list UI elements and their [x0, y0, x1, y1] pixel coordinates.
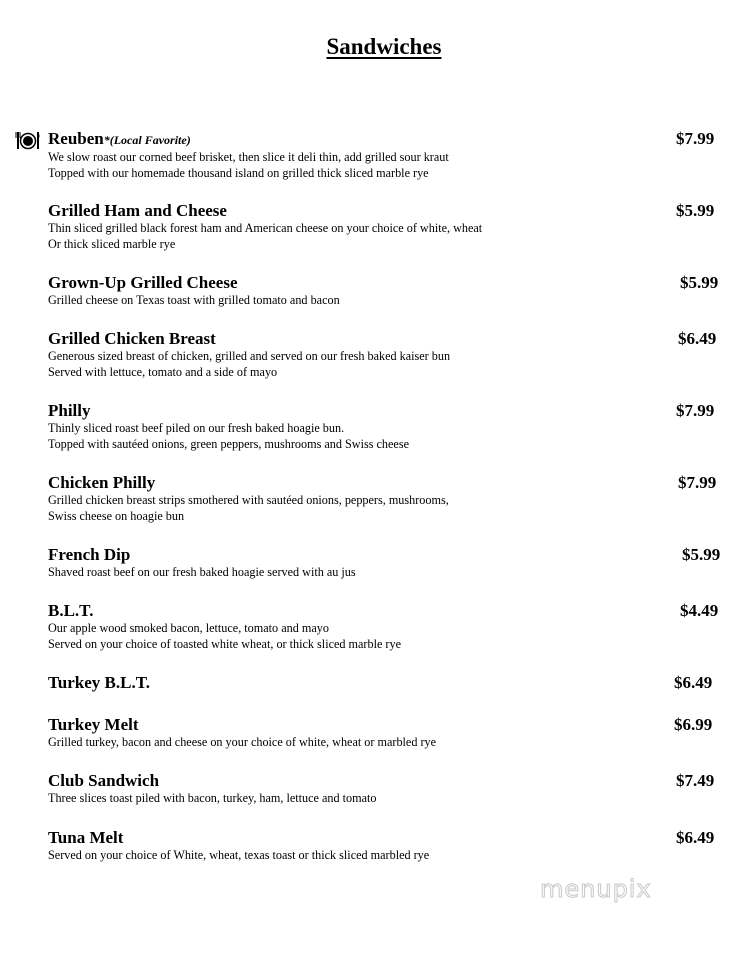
menu-item: [48, 673, 748, 693]
menu-item: [48, 715, 748, 751]
item-price: $5.99: [680, 273, 719, 292]
item-description: Grilled chicken breast strips smothered with sautéed onions, peppers, mushrooms,: [48, 493, 449, 507]
menu-item: [48, 401, 748, 452]
item-description: Grilled cheese on Texas toast with grilled tomato and bacon: [48, 293, 340, 307]
item-name: French Dip: [48, 545, 131, 564]
item-name: Philly: [48, 401, 91, 420]
item-name: Tuna Melt: [48, 828, 124, 847]
item-price: $6.49: [676, 828, 715, 847]
menu-item: [48, 601, 748, 652]
menupix-watermark: menupix: [540, 875, 652, 903]
menu-item: [48, 329, 748, 380]
item-name: Grown-Up Grilled Cheese: [48, 273, 238, 292]
page-title: Sandwiches: [326, 34, 442, 59]
plate-fork-knife-icon: [14, 129, 42, 151]
item-description: Served on your choice of White, wheat, texas toast or thick sliced marbled rye: [48, 848, 430, 862]
item-name: Club Sandwich: [48, 771, 160, 790]
item-price: $7.99: [676, 401, 715, 420]
item-name: B.L.T.: [48, 601, 94, 620]
item-price: $5.99: [676, 201, 715, 220]
item-price: $7.49: [676, 771, 715, 790]
item-description: Topped with sautéed onions, green peppers, mushrooms and Swiss cheese: [48, 436, 409, 451]
item-price: $6.99: [674, 715, 713, 734]
item-price: $7.99: [678, 473, 717, 492]
item-description: Thin sliced grilled black forest ham and American cheese on your choice of white, wheat: [48, 221, 483, 235]
item-name: Reuben: [48, 129, 104, 148]
item-description: Grilled turkey, bacon and cheese on your choice of white, wheat or marbled rye: [48, 735, 437, 749]
menu-item: [48, 273, 748, 309]
item-description: Swiss cheese on hoagie bun: [48, 508, 185, 523]
item-name: Chicken Philly: [48, 473, 156, 492]
menu-item: [48, 473, 748, 524]
menu-item: [48, 545, 748, 581]
item-description: Three slices toast piled with bacon, turkey, ham, lettuce and tomato: [48, 791, 377, 805]
item-description: Our apple wood smoked bacon, lettuce, tomato and mayo: [48, 621, 329, 635]
item-price: $4.49: [680, 601, 719, 620]
item-price: $5.99: [682, 545, 721, 564]
item-price: $6.49: [674, 673, 713, 692]
item-name: Grilled Ham and Cheese: [48, 201, 227, 220]
menu-item: [48, 201, 748, 252]
menu-item: [48, 129, 748, 181]
item-description: Served on your choice of toasted white wheat, or thick sliced marble rye: [48, 636, 401, 651]
item-description: Or thick sliced marble rye: [48, 236, 176, 251]
item-name: Turkey B.L.T.: [48, 673, 151, 692]
item-name: Grilled Chicken Breast: [48, 329, 216, 348]
item-description: Topped with our homemade thousand island on grilled thick sliced marble rye: [48, 165, 429, 180]
item-description: Generous sized breast of chicken, grilled and served on our fresh baked kaiser bun: [48, 349, 451, 363]
item-description: We slow roast our corned beef brisket, then slice it deli thin, add grilled sour kraut: [48, 150, 449, 164]
item-price: $6.49: [678, 329, 717, 348]
menu-item: [48, 828, 748, 864]
item-price: $7.99: [676, 129, 715, 148]
menu-item: [48, 771, 748, 807]
item-description: Served with lettuce, tomato and a side of mayo: [48, 364, 278, 379]
item-description: Shaved roast beef on our fresh baked hoagie served with au jus: [48, 565, 356, 579]
item-description: Thinly sliced roast beef piled on our fresh baked hoagie bun.: [48, 421, 345, 435]
item-note: *(Local Favorite): [103, 133, 191, 147]
item-name: Turkey Melt: [48, 715, 139, 734]
